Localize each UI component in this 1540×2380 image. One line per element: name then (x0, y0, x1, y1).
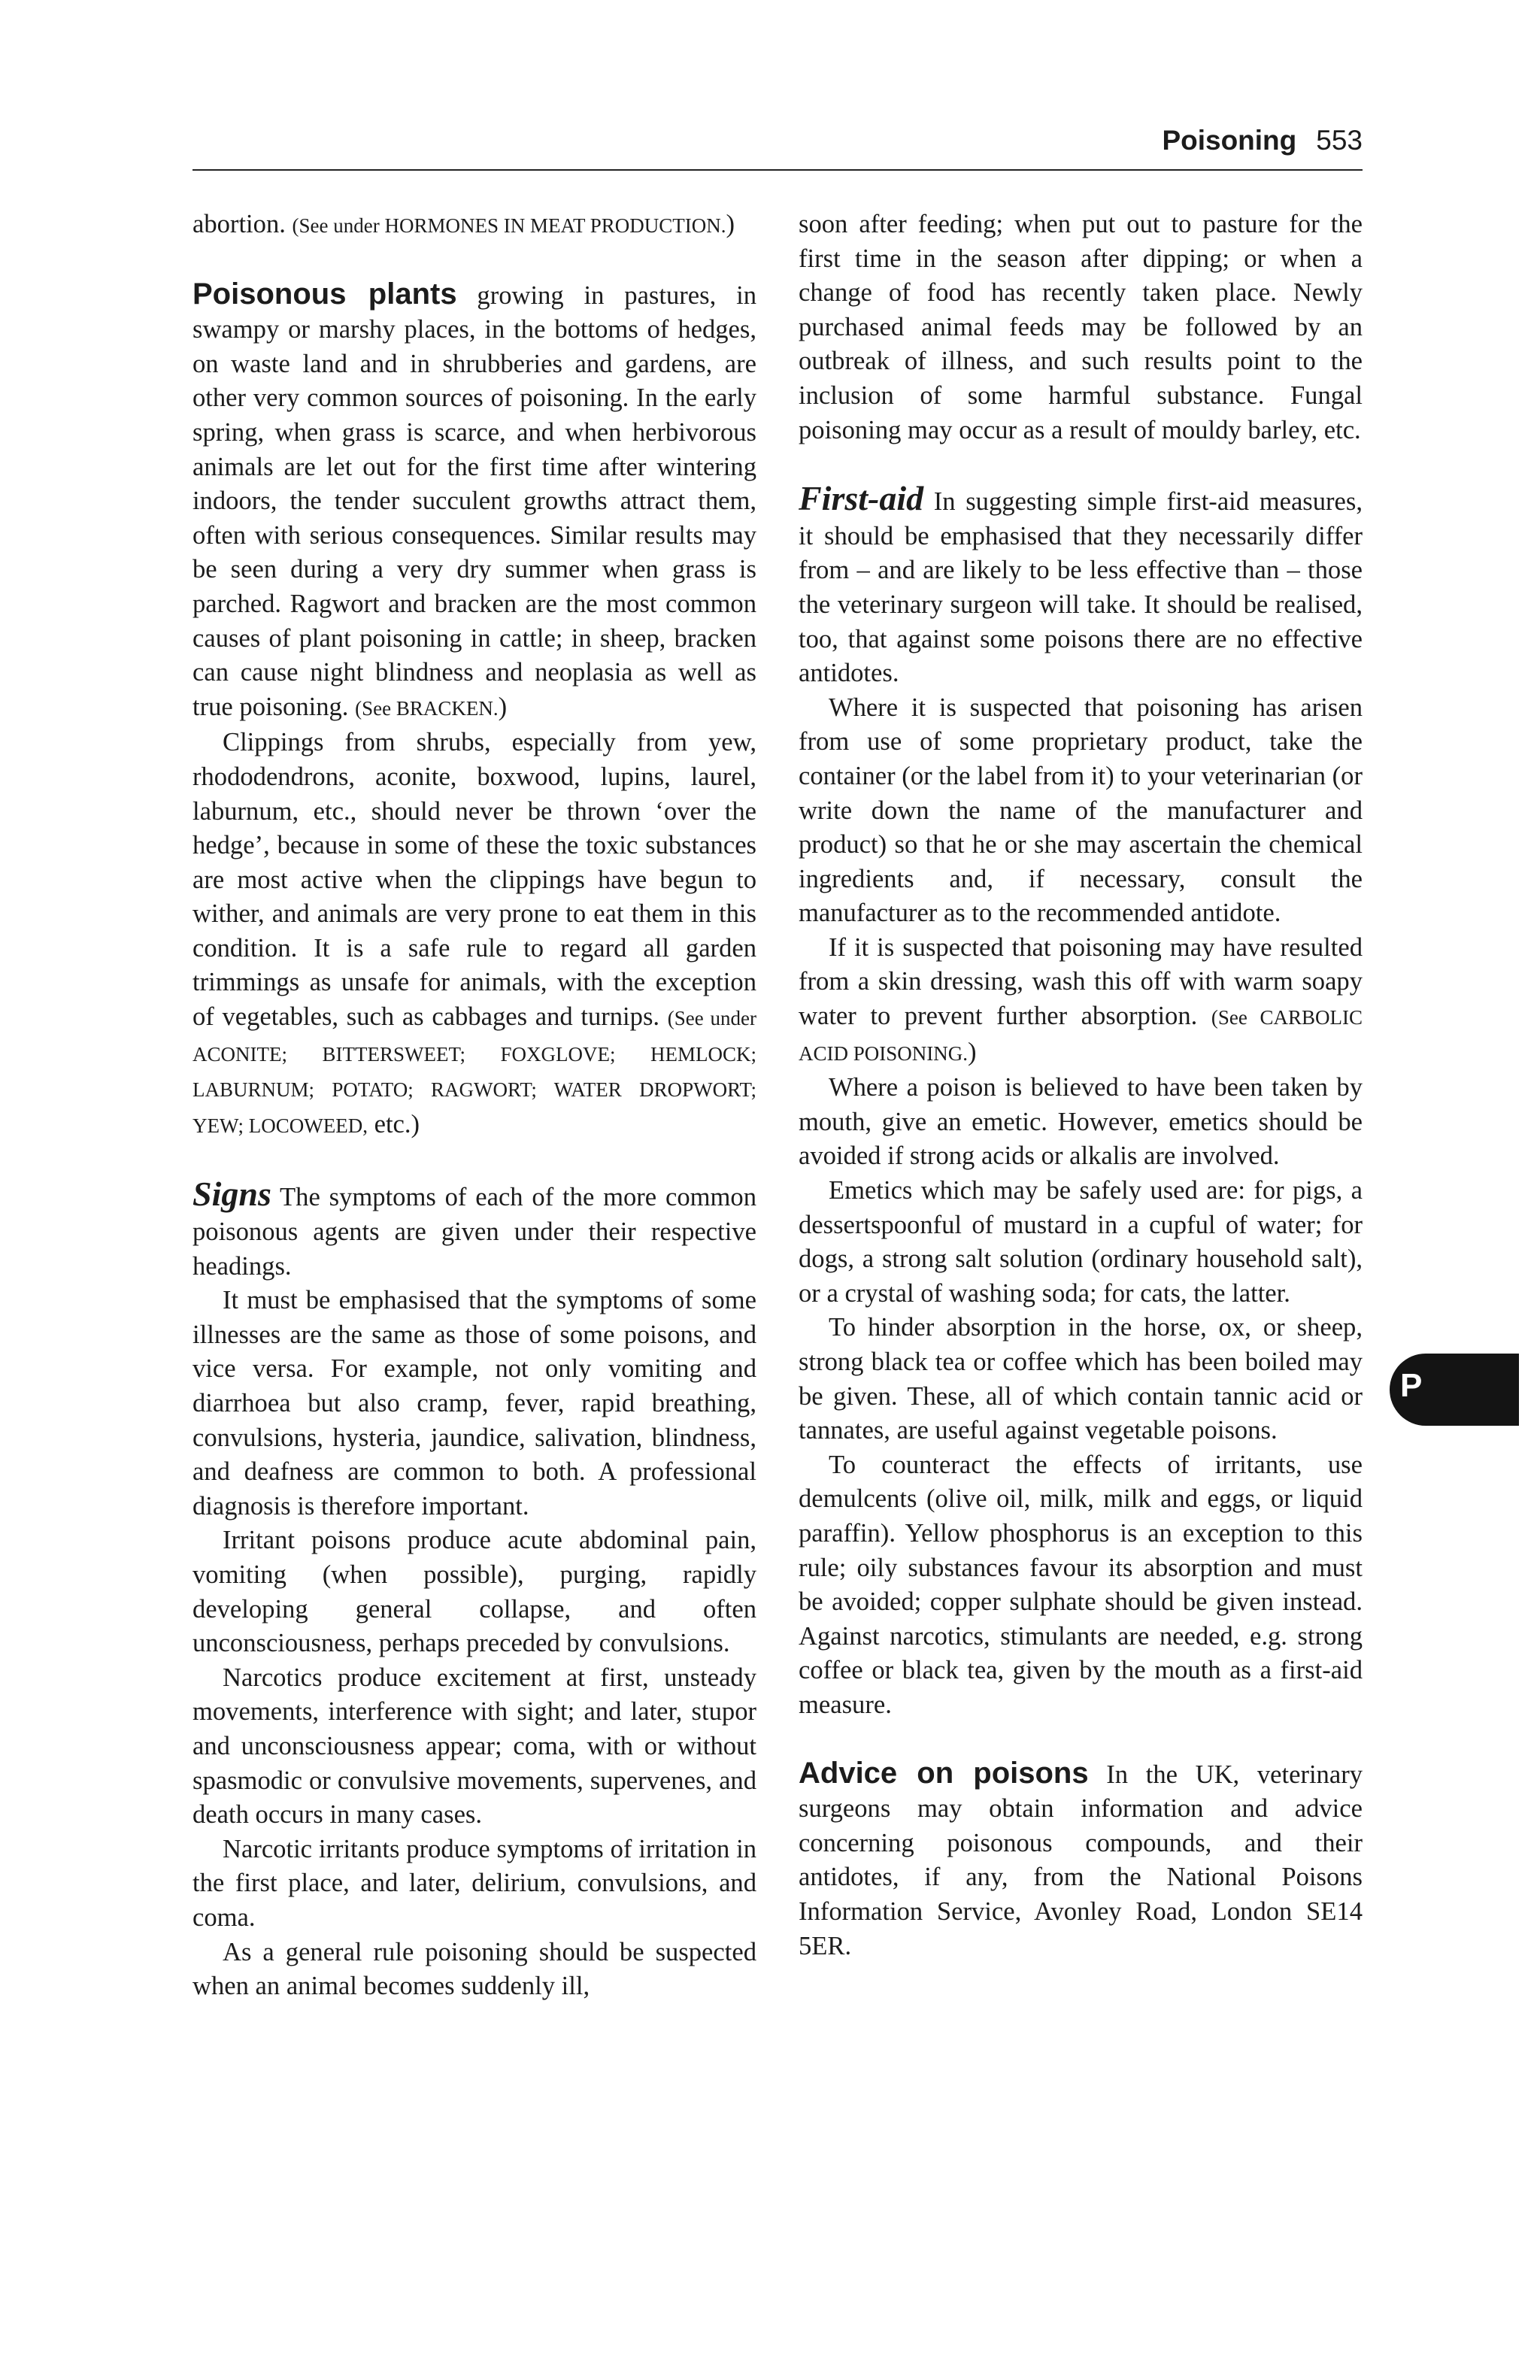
paragraph: Irritant poisons produce acute abdominal pain, vomiting (when possible), purging, rapidly developing general collapse, and often unconsciousness, perhaps preceded by convulsions. (192, 1526, 756, 1658)
paragraph-abortion-end: abortion. (See under HORMONES IN MEAT PRODUCTION.) (192, 210, 735, 238)
left-column (192, 208, 756, 2004)
thumb-index-letter: P (1400, 1367, 1423, 1404)
entry-heading: Advice on poisons (799, 1756, 1089, 1790)
paragraph: Where it is suspected that poisoning has arisen from use of some proprietary product, take the container (or the label from it) to your veterinarian (or write down the name of the manufacturer and product) so that he or she may ascertain the chemical ingredients and, if necessary, consult the manufacturer as to the recommended antidote. (799, 693, 1363, 928)
subsection-first-aid: First-aid In suggesting simple first-aid measures, it should be emphasised that they necessarily differ from – and are likely to be less effective than – those the veterinary surgeon will take. It should be realised, too, that against some poisons there are no effective antidotes. (799, 479, 1363, 688)
entry-advice-on-poisons: Advice on poisons In the UK, veterinary surgeons may obtain information and advice concerning poisonous compounds, and their antidotes, if any, from the National Poisons Information Service, Avonley Road, London SE14 5ER. (799, 1756, 1363, 1960)
paragraph-clippings: Clippings from shrubs, especially from yew, rhododendrons, aconite, boxwood, lupins, laurel, laburnum, etc., should never be thrown ‘over the hedge’, because in some of these the toxic substances are most active when the clippings have begun to wither, and animals are very prone to eat them in this condition. It is a safe rule to regard all garden trimmings as unsafe for animals, with the exception of vegetables, such as cabbages and turnips. (See under ACONITE; BITTERSWEET; FOXGLOVE; HEMLOCK; LABURNUM; POTATO; RAGWORT; WATER DROPWORT; YEW; LOCOWEED, etc.) (192, 728, 756, 1138)
paragraph: Where a poison is believed to have been taken by mouth, give an emetic. However, emetics should be avoided if strong acids or alkalis are involved. (799, 1073, 1363, 1171)
subsection-heading: Signs (192, 1175, 271, 1214)
header-rule (192, 169, 1363, 171)
header-title: Poisoning (1162, 125, 1297, 156)
right-column (799, 208, 1363, 1963)
cross-reference: CARBOLIC ACID POISONING. (799, 1006, 1363, 1065)
paragraph: Narcotic irritants produce symptoms of irritation in the first place, and later, delirium, convulsions, and coma. (192, 1834, 756, 1932)
cross-reference: HORMONES IN MEAT PRODUCTION. (384, 214, 726, 237)
paragraph: It must be emphasised that the symptoms of some illnesses are the same as those of some poisons, and vice versa. For example, not only vomiting and diarrhoea but also cramp, fever, rapid breathing, convulsions, hysteria, jaundice, salivation, blindness, and deafness are common to both. A professional diagnosis is therefore important. (192, 1286, 756, 1520)
subsection-signs: Signs The symptoms of each of the more common poisonous agents are given under their respective headings. (192, 1175, 756, 1281)
entry-poisonous-plants: Poisonous plants growing in pastures, in swampy or marshy places, in the bottoms of hedges, on waste land and in shrubberies and gardens, are other very common sources of poisoning. In the early spring, when grass is scarce, and when herbivorous animals are let out for the first time after wintering indoors, the tender succulent growths attract them, often with serious consequences. Similar results may be seen during a very dry summer when grass is parched. Ragwort and bracken are the most common causes of plant poisoning in cattle; in sheep, bracken can cause night blindness and neoplasia as well as true poisoning. (See BRACKEN.) (192, 277, 756, 721)
paragraph: Narcotics produce excitement at first, unsteady movements, interference with sight; and later, stupor and unconsciousness appear; coma, with or without spasmodic or convulsive movements, supervenes, and death occurs in many cases. (192, 1663, 756, 1830)
subsection-heading: First-aid (799, 479, 924, 518)
paragraph: To hinder absorption in the horse, ox, or sheep, strong black tea or coffee which has been boiled may be given. These, all of which contain tannic acid or tannates, are useful against vegetable poisons. (799, 1313, 1363, 1445)
paragraph: soon after feeding; when put out to pasture for the first time in the season after dipping; or when a change of food has recently taken place. Newly purchased animal feeds may be followed by an outbreak of illness, and such results point to the inclusion of some harmful substance. Fungal poisoning may occur as a result of mouldy barley, etc. (799, 210, 1363, 444)
cross-reference: ACONITE; BITTERSWEET; FOXGLOVE; HEMLOCK; LABURNUM; POTATO; RAGWORT; WATER DROPWORT; YEW; LOCOWEED, (192, 1042, 756, 1137)
thumb-index-tab (1390, 1354, 1519, 1426)
paragraph-skin-dressing: If it is suspected that poisoning may have resulted from a skin dressing, wash this off with warm soapy water to prevent further absorption. (See CARBOLIC ACID POISONING.) (799, 932, 1363, 1066)
entry-heading: Poisonous plants (192, 277, 457, 311)
paragraph: To counteract the effects of irritants, use demulcents (olive oil, milk, milk and eggs, or liquid paraffin). Yellow phosphorus is an exception to this rule; oily substances favour its absorption and must be avoided; copper sulphate should be given instead. Against narcotics, stimulants are needed, e.g. strong coffee or black tea, given by the mouth as a first-aid measure. (799, 1450, 1363, 1719)
page-number: 553 (1316, 125, 1363, 156)
running-header (1162, 125, 1363, 156)
paragraph: As a general rule poisoning should be suspected when an animal becomes suddenly ill, (192, 1937, 756, 2001)
cross-reference: BRACKEN. (396, 696, 499, 720)
paragraph: Emetics which may be safely used are: for pigs, a dessertspoonful of mustard in a cupful of water; for dogs, a strong salt solution (ordinary household salt), or a crystal of washing soda; for cats, the latter. (799, 1176, 1363, 1308)
